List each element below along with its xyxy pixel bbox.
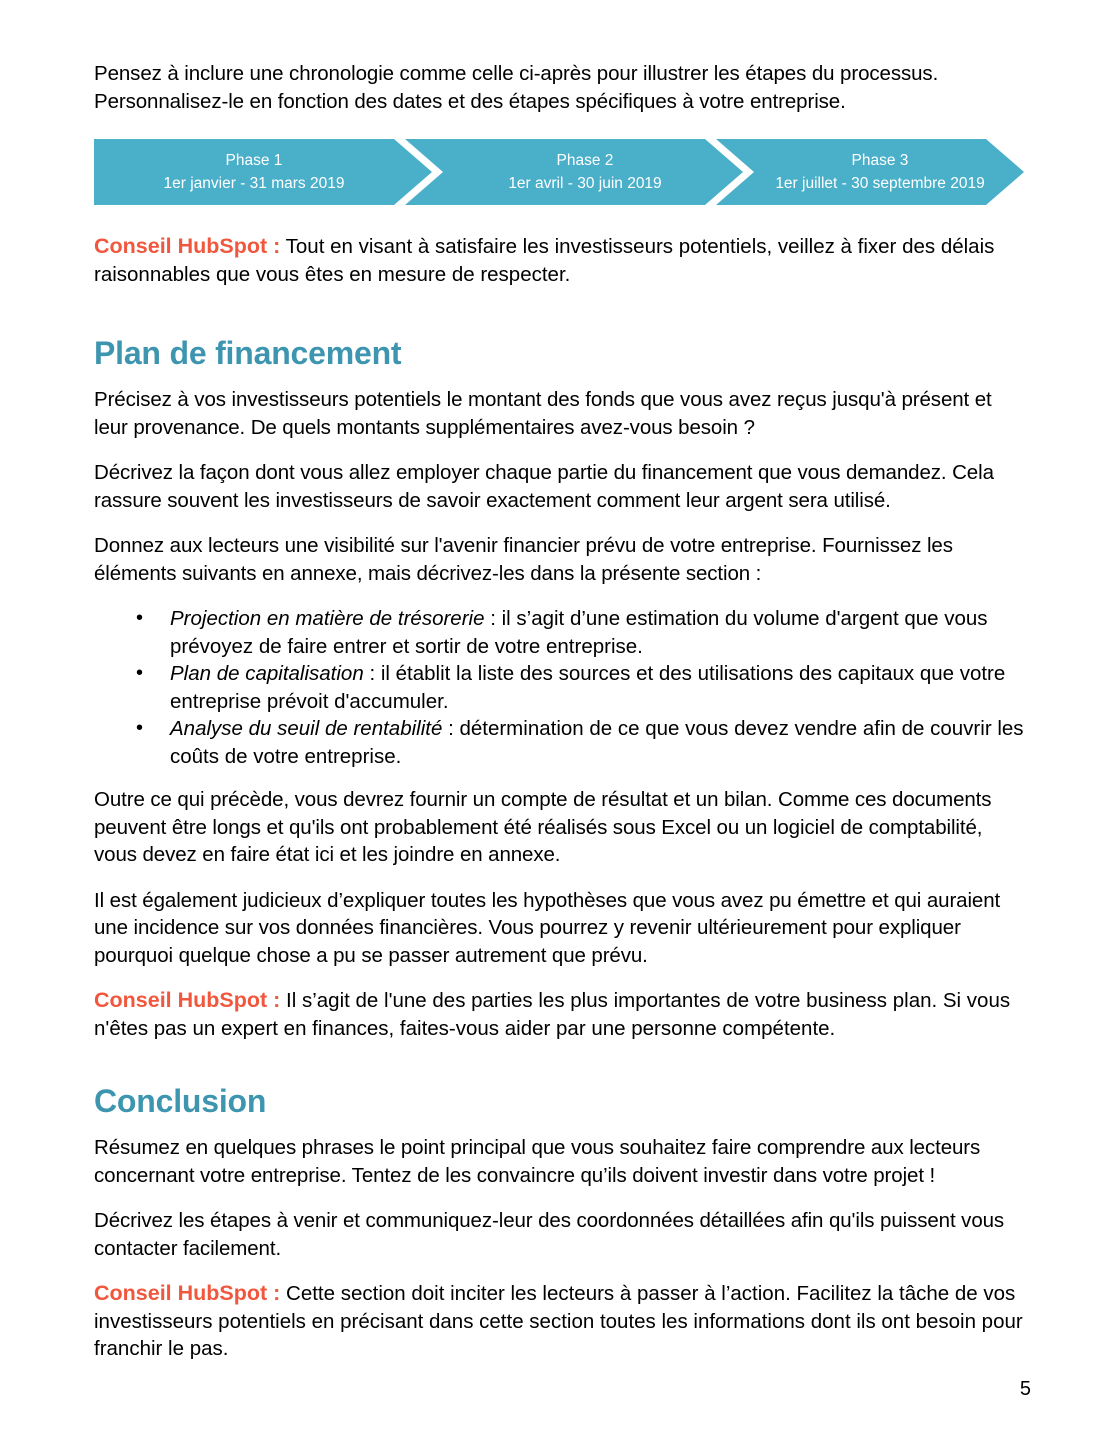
- heading-conclusion: Conclusion: [94, 1083, 267, 1119]
- timeline-phase-1-name: Phase 1: [225, 152, 283, 169]
- timeline-phase-2-name: Phase 2: [556, 152, 614, 169]
- bullet-term-2: Plan de capitalisation: [170, 662, 364, 685]
- financing-paragraph-2: Décrivez la façon dont vous allez employer chaque partie du financement que vous demandez. Cela rassure souvent les investisseurs de savoir exactement comment leur argent sera utilisé.: [94, 461, 994, 512]
- financing-paragraph-4: Outre ce qui précède, vous devrez fournir un compte de résultat et un bilan. Comme ces documents peuvent être longs et qu'ils ont probablement été réalisés sous Excel ou un logiciel de comptabilité, vous devez en faire état ici et les joindre en annexe.: [94, 788, 992, 866]
- hubspot-tip-3-text: Cette section doit inciter les lecteurs à passer à l’action. Facilitez la tâche de vos investisseurs potentiels en précisant dans cette section toutes les informations dont ils ont besoin pour franchir le pas.: [94, 1282, 1023, 1360]
- financing-paragraph-5: Il est également judicieux d’expliquer toutes les hypothèses que vous avez pu émettre et qui auraient une incidence sur vos données financières. Vous pourrez y revenir ultérieurement pour expliquer pourquoi quelque chose a pu se passer autrement que prévu.: [94, 888, 1001, 967]
- hubspot-tip-3-label: Conseil HubSpot :: [94, 1281, 281, 1305]
- list-item: [94, 715, 1024, 770]
- hubspot-tip-2-text: Il s’agit de l'une des parties les plus importantes de votre business plan. Si vous n'êtes pas un expert en finances, faites-vous aider par une personne compétente.: [94, 989, 1011, 1040]
- timeline-phase-3-dates: 1er juillet - 30 septembre 2019: [775, 175, 985, 192]
- intro-paragraph: Pensez à inclure une chronologie comme celle ci-après pour illustrer les étapes du processus. Personnalisez-le en fonction des dates et des étapes spécifiques à votre entreprise.: [94, 62, 939, 113]
- heading-plan-de-financement: Plan de financement: [94, 335, 402, 371]
- bullet-term-3: Analyse du seuil de rentabilité: [170, 717, 443, 740]
- financing-paragraph-3: Donnez aux lecteurs une visibilité sur l'avenir financier prévu de votre entreprise. Fournissez les éléments suivants en annexe, mais décrivez-les dans la présente section :: [94, 534, 953, 585]
- list-item: [94, 605, 1024, 660]
- bullet-description-2: : il établit la liste des sources et des utilisations des capitaux que votre entreprise prévoit d'accumuler.: [170, 662, 1006, 713]
- hubspot-tip-2: [94, 987, 1024, 1042]
- timeline-segment-3: [716, 139, 1024, 205]
- timeline-phase-1-dates: 1er janvier - 31 mars 2019: [163, 175, 345, 192]
- timeline-svg: [94, 139, 1024, 205]
- hubspot-tip-1-text: Tout en visant à satisfaire les investisseurs potentiels, veillez à fixer des délais raisonnables que vous êtes en mesure de respecter.: [94, 235, 995, 286]
- bullet-icon: •: [136, 717, 144, 739]
- bullet-description-3: : détermination de ce que vous devez vendre afin de couvrir les coûts de votre entreprise.: [170, 717, 1024, 768]
- page-content: [94, 60, 1024, 1381]
- page-number: 5: [1019, 1378, 1031, 1400]
- timeline-segment-2: [405, 139, 743, 205]
- bullet-term-1: Projection en matière de trésorerie: [170, 607, 485, 630]
- bullet-icon: •: [136, 662, 144, 684]
- timeline-phase-2-dates: 1er avril - 30 juin 2019: [508, 175, 662, 192]
- conclusion-paragraph-2: Décrivez les étapes à venir et communiquez-leur des coordonnées détaillées afin qu'ils puissent vous contacter facilement.: [94, 1209, 1005, 1260]
- hubspot-tip-1: [94, 233, 1024, 288]
- hubspot-tip-3: [94, 1280, 1024, 1363]
- list-item: [94, 660, 1024, 715]
- timeline-segment-1: [94, 139, 432, 205]
- conclusion-paragraph-1: Résumez en quelques phrases le point principal que vous souhaitez faire comprendre aux lecteurs concernant votre entreprise. Tentez de les convaincre qu’ils doivent investir dans votre projet !: [94, 1136, 981, 1187]
- financing-bullet-list: [94, 605, 1024, 770]
- timeline-graphic: [94, 139, 1024, 205]
- timeline-chevrons: [94, 139, 1024, 205]
- bullet-description-1: : il s’agit d’une estimation du volume d'argent que vous prévoyez de faire entrer et sortir de votre entreprise.: [170, 607, 988, 658]
- hubspot-tip-2-label: Conseil HubSpot :: [94, 988, 281, 1012]
- timeline-phase-3-name: Phase 3: [851, 152, 909, 169]
- hubspot-tip-1-label: Conseil HubSpot :: [94, 234, 281, 258]
- financing-paragraph-1: Précisez à vos investisseurs potentiels le montant des fonds que vous avez reçus jusqu'à présent et leur provenance. De quels montants supplémentaires avez-vous besoin ?: [94, 388, 992, 439]
- bullet-icon: •: [136, 607, 144, 629]
